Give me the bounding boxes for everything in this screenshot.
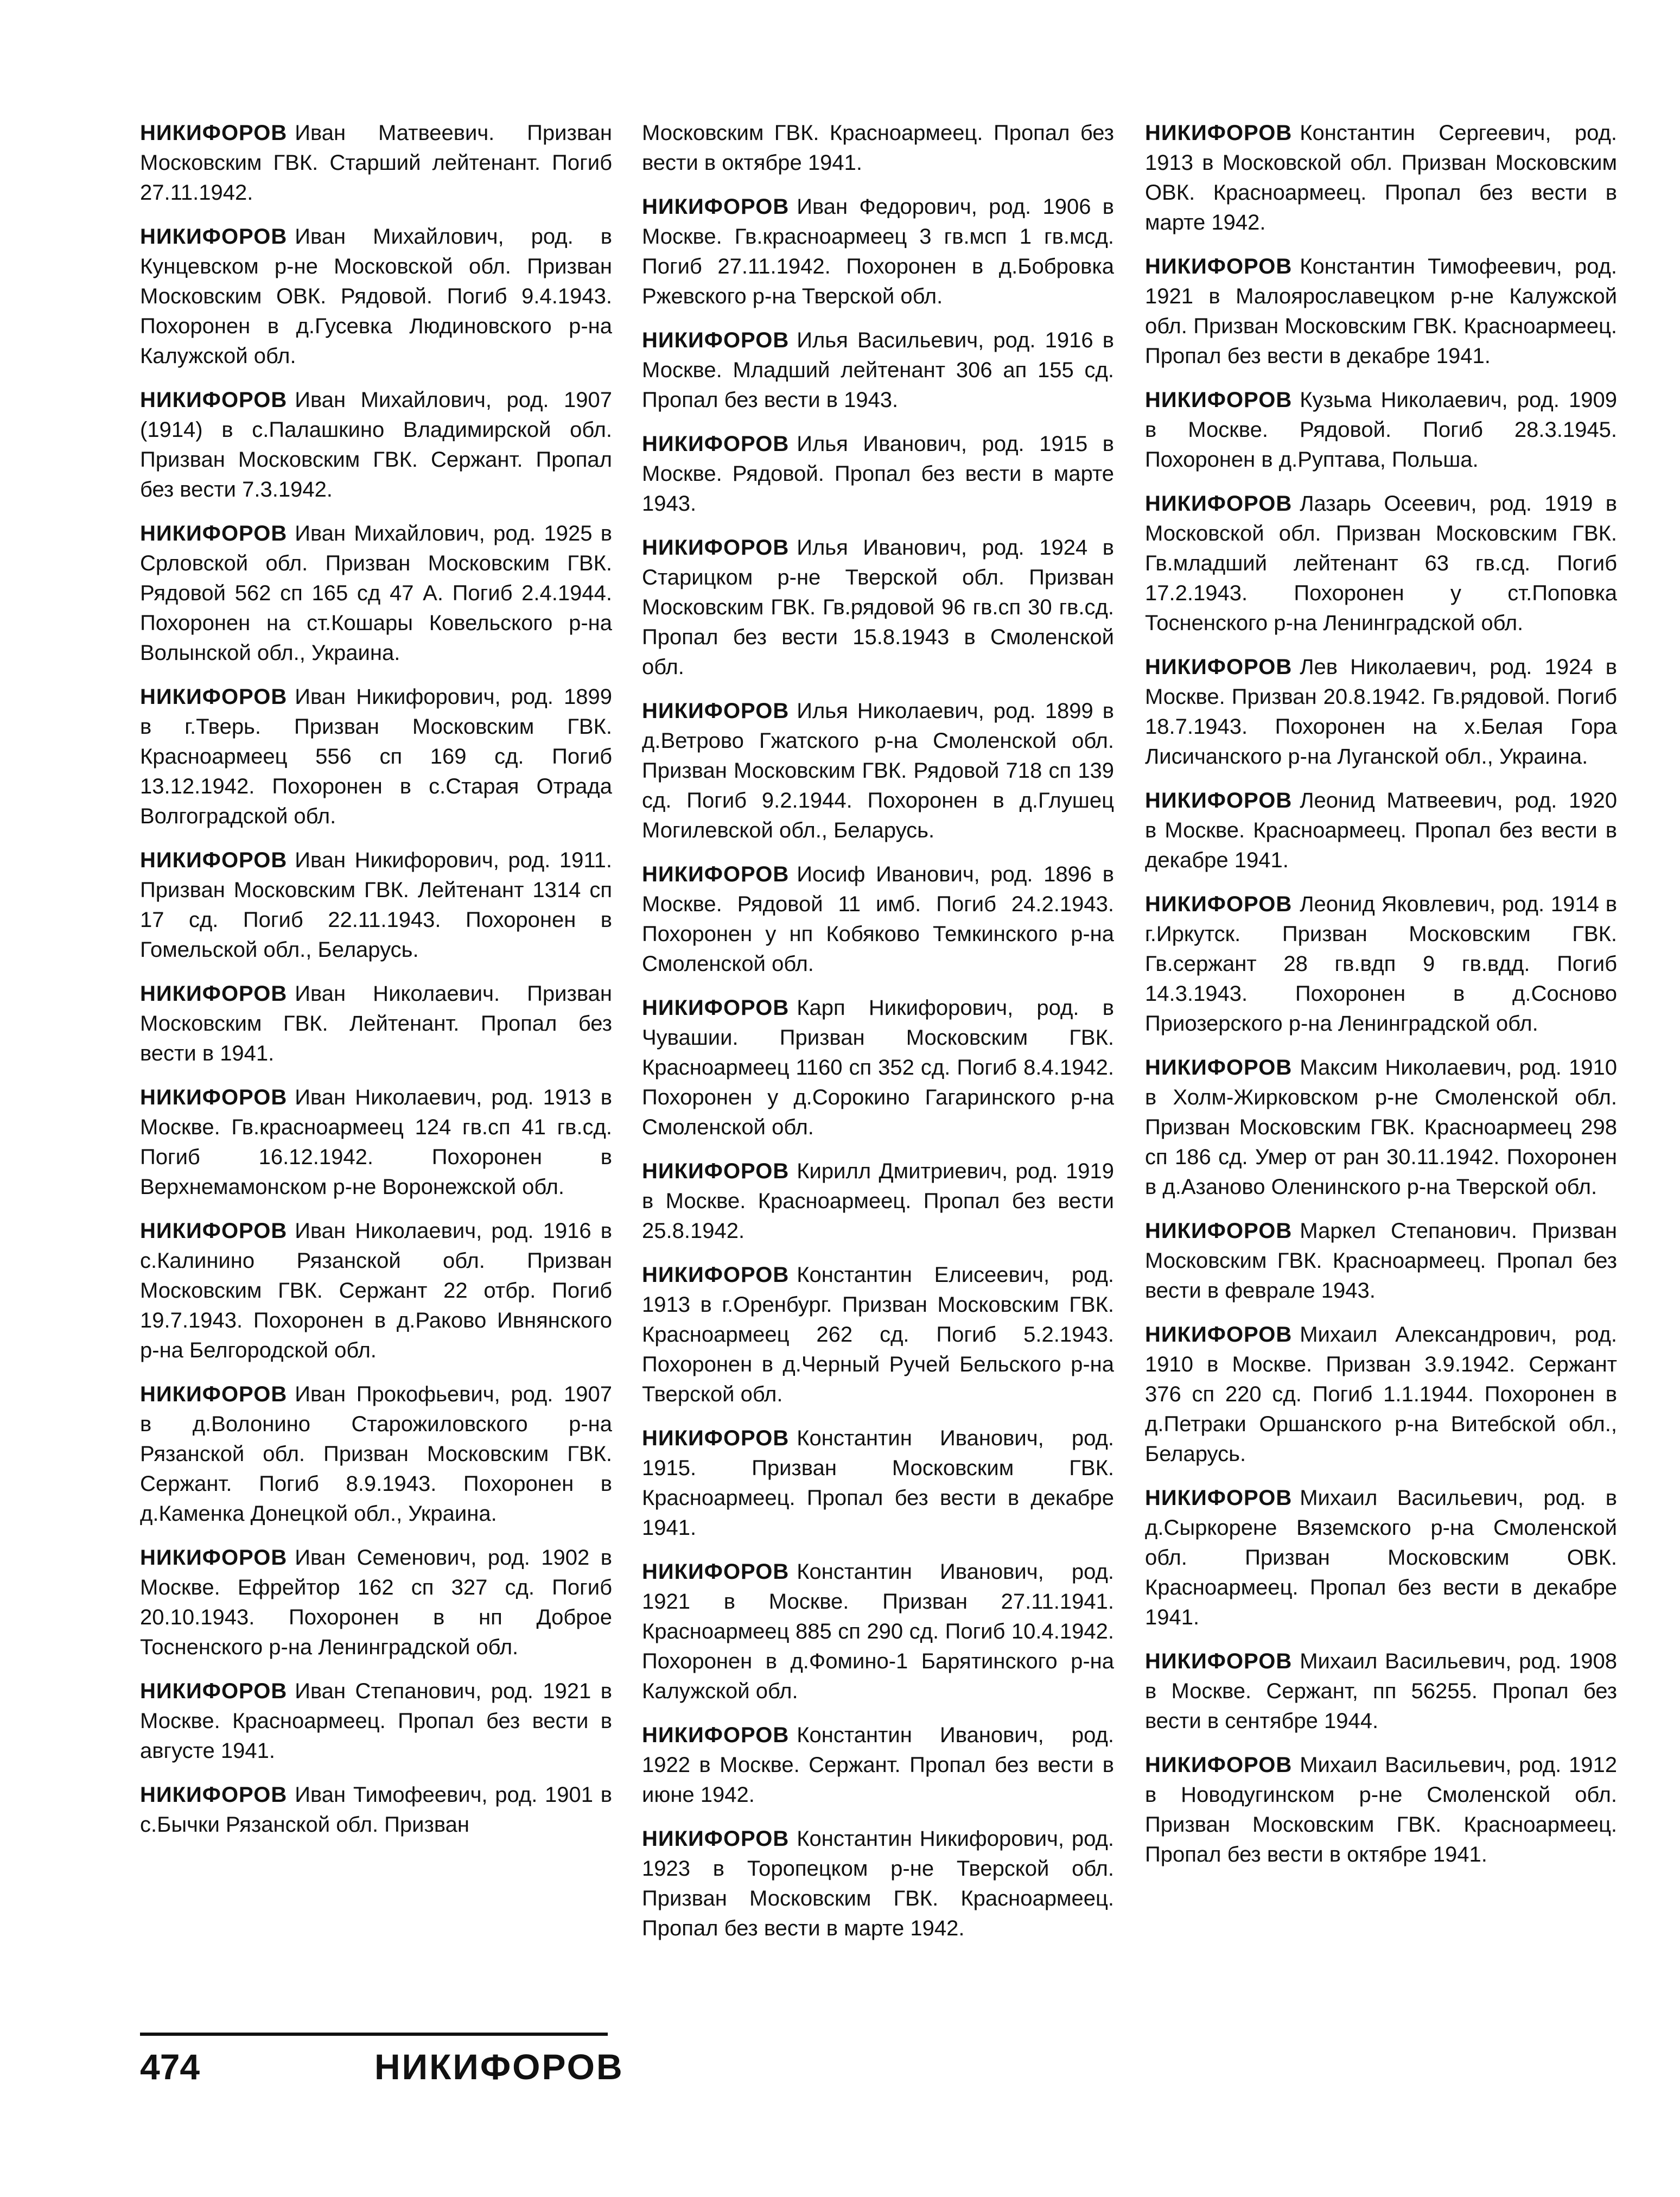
entry <box>140 846 612 965</box>
entry <box>140 118 612 208</box>
entry <box>642 696 1114 846</box>
entry-surname: НИКИФОРОВ <box>140 1783 288 1807</box>
entry <box>1145 118 1617 238</box>
entry <box>140 979 612 1069</box>
entry-text: Константин Елисеевич, род. 1913 в г.Оренбург. Призван Московским ГВК. Красноармеец 262 сд. Погиб 5.2.1943. Похоронен в д.Черный Ручей Бельского р-на Тверской обл. <box>642 1263 1114 1406</box>
entry <box>1145 1053 1617 1202</box>
entry-text: Иван Прокофьевич, род. 1907 в д.Волонино Старожиловского р-на Рязанской обл. Призван Московским ГВК. Сержант. Погиб 8.9.1943. Похоронен в д.Каменка Донецкой обл., Украина. <box>140 1382 612 1526</box>
entry-surname: НИКИФОРОВ <box>140 225 288 249</box>
entry-text: Константин Сергеевич, род. 1913 в Московской обл. Призван Московским ОВК. Красноармеец. Пропал без вести в марте 1942. <box>1145 121 1617 234</box>
entry <box>1145 1483 1617 1633</box>
entry <box>140 222 612 371</box>
page-number: 474 <box>140 2047 200 2087</box>
entry-text: Иван Федорович, род. 1906 в Москве. Гв.красноармеец 3 гв.мсп 1 гв.мсд. Погиб 27.11.1942. Похоронен в д.Бобровка Ржевского р-на Тверской обл. <box>642 195 1114 308</box>
entry-text: Иван Михайлович, род. 1925 в Срловской обл. Призван Московским ГВК. Рядовой 562 сп 165 сд 47 А. Погиб 2.4.1944. Похоронен на ст.Кошары Ковельского р-на Волынской обл., Украина. <box>140 522 612 665</box>
entry-text: Иван Степанович, род. 1921 в Москве. Красноармеец. Пропал без вести в августе 1941. <box>140 1679 612 1763</box>
text-column-1 <box>140 118 612 1854</box>
entry-surname: НИКИФОРОВ <box>642 328 790 352</box>
entry-text: Московским ГВК. Красноармеец. Пропал без вести в октябре 1941. <box>642 121 1114 175</box>
entry <box>140 385 612 505</box>
entry-surname: НИКИФОРОВ <box>642 1159 790 1183</box>
entry <box>1145 1750 1617 1870</box>
entry-surname: НИКИФОРОВ <box>642 1263 790 1287</box>
entry-surname: НИКИФОРОВ <box>1145 655 1293 679</box>
entry-surname: НИКИФОРОВ <box>140 685 288 709</box>
entry-surname: НИКИФОРОВ <box>1145 121 1293 145</box>
entry <box>642 533 1114 682</box>
entry-text: Илья Иванович, род. 1924 в Старицком р-не Тверской обл. Призван Московским ГВК. Гв.рядовой 96 гв.сп 30 гв.сд. Пропал без вести 15.8.1943 в Смоленской обл. <box>642 536 1114 679</box>
entry <box>642 1557 1114 1706</box>
entry <box>1145 786 1617 875</box>
entry-surname: НИКИФОРОВ <box>140 1546 288 1570</box>
entry <box>1145 1216 1617 1306</box>
text-column-2 <box>642 118 1114 1958</box>
entry-text: Кирилл Дмитриевич, род. 1919 в Москве. Красноармеец. Пропал без вести 25.8.1942. <box>642 1159 1114 1243</box>
entry-surname: НИКИФОРОВ <box>1145 492 1293 516</box>
entry-surname: НИКИФОРОВ <box>1145 789 1293 812</box>
entry-surname: НИКИФОРОВ <box>1145 388 1293 412</box>
entry-surname: НИКИФОРОВ <box>642 1560 790 1584</box>
entry-surname: НИКИФОРОВ <box>642 536 790 560</box>
entry-text: Леонид Яковлевич, род. 1914 в г.Иркутск. Призван Московским ГВК. Гв.сержант 28 гв.вдп 9 гв.вдд. Погиб 14.3.1943. Похоронен в д.Сосново Приозерского р-на Ленинградской обл. <box>1145 892 1617 1036</box>
entry <box>642 1424 1114 1543</box>
entry <box>642 1157 1114 1246</box>
entry-surname: НИКИФОРОВ <box>1145 1323 1293 1347</box>
running-head: НИКИФОРОВ <box>374 2047 624 2087</box>
entry-surname: НИКИФОРОВ <box>140 388 288 412</box>
entry-surname: НИКИФОРОВ <box>1145 1753 1293 1777</box>
entry-text: Иван Николаевич, род. 1913 в Москве. Гв.красноармеец 124 гв.сп 41 гв.сд. Погиб 16.12.1942. Похоронен в Верхнемамонском р-не Воронежской обл. <box>140 1085 612 1199</box>
entry <box>140 1677 612 1766</box>
entry-text: Иван Семенович, род. 1902 в Москве. Ефрейтор 162 сп 327 сд. Погиб 20.10.1943. Похоронен в нп Доброе Тосненского р-на Ленинградской обл. <box>140 1546 612 1659</box>
entry-surname: НИКИФОРОВ <box>642 1723 790 1747</box>
entry-text: Кузьма Николаевич, род. 1909 в Москве. Рядовой. Погиб 28.3.1945. Похоронен в д.Руптава, Польша. <box>1145 388 1617 472</box>
entry-surname: НИКИФОРОВ <box>642 699 790 723</box>
entry-surname: НИКИФОРОВ <box>140 121 288 145</box>
entry-surname: НИКИФОРОВ <box>140 1382 288 1406</box>
entry-text: Иван Матвеевич. Призван Московским ГВК. Старший лейтенант. Погиб 27.11.1942. <box>140 121 612 205</box>
entry-text: Карп Никифорович, род. в Чувашии. Призван Московским ГВК. Красноармеец 1160 сп 352 сд. Погиб 8.4.1942. Похоронен у д.Сорокино Гагаринского р-на Смоленской обл. <box>642 996 1114 1139</box>
entry <box>140 682 612 831</box>
entry-text: Иван Николаевич. Призван Московским ГВК. Лейтенант. Пропал без вести в 1941. <box>140 982 612 1065</box>
entry <box>140 519 612 668</box>
entry-text: Иван Никифорович, род. 1899 в г.Тверь. Призван Московским ГВК. Красноармеец 556 сп 169 сд. Погиб 13.12.1942. Похоронен в с.Старая Отрада Волгоградской обл. <box>140 685 612 828</box>
entry <box>1145 489 1617 638</box>
entry-surname: НИКИФОРОВ <box>1145 1486 1293 1510</box>
entry-text: Константин Тимофеевич, род. 1921 в Малоярославецком р-не Калужской обл. Призван Московским ГВК. Красноармеец. Пропал без вести в декабре 1941. <box>1145 255 1617 368</box>
entry <box>1145 252 1617 371</box>
entry-text: Маркел Степанович. Призван Московским ГВК. Красноармеец. Пропал без вести в феврале 1943. <box>1145 1219 1617 1303</box>
entry <box>140 1380 612 1529</box>
entry-text: Леонид Матвеевич, род. 1920 в Москве. Красноармеец. Пропал без вести в декабре 1941. <box>1145 789 1617 872</box>
entry-text: Иван Тимофеевич, род. 1901 в с.Бычки Рязанской обл. Призван <box>140 1783 612 1837</box>
entry-text: Михаил Васильевич, род. в д.Сыркорене Вяземского р-на Смоленской обл. Призван Московским ОВК. Красноармеец. Пропал без вести в декабре 1941. <box>1145 1486 1617 1629</box>
entry <box>140 1543 612 1662</box>
entry-surname: НИКИФОРОВ <box>140 522 288 545</box>
entry-text: Лазарь Осеевич, род. 1919 в Московской обл. Призван Московским ГВК. Гв.младший лейтенант 63 гв.сд. Погиб 17.2.1943. Похоронен у ст.Поповка Тосненского р-на Ленинградской обл. <box>1145 492 1617 635</box>
entry-text: Илья Иванович, род. 1915 в Москве. Рядовой. Пропал без вести в марте 1943. <box>642 432 1114 516</box>
entry-text: Константин Иванович, род. 1921 в Москве. Призван 27.11.1941. Красноармеец 885 сп 290 сд. Погиб 10.4.1942. Похоронен в д.Фомино-1 Барятинского р-на Калужской обл. <box>642 1560 1114 1703</box>
entry <box>642 192 1114 312</box>
entry-surname: НИКИФОРОВ <box>642 432 790 456</box>
entry <box>642 429 1114 519</box>
entry <box>1145 890 1617 1039</box>
entry-text: Лев Николаевич, род. 1924 в Москве. Призван 20.8.1942. Гв.рядовой. Погиб 18.7.1943. Похоронен на х.Белая Гора Лисичанского р-на Луганской обл., Украина. <box>1145 655 1617 769</box>
entry-surname: НИКИФОРОВ <box>140 982 288 1006</box>
entry-text: Илья Николаевич, род. 1899 в д.Ветрово Гжатского р-на Смоленской обл. Призван Московским ГВК. Рядовой 718 сп 139 сд. Погиб 9.2.1944. Похоронен в д.Глушец Могилевской обл., Беларусь. <box>642 699 1114 842</box>
entry <box>1145 652 1617 772</box>
entry-surname: НИКИФОРОВ <box>642 862 790 886</box>
entry-surname: НИКИФОРОВ <box>1145 1056 1293 1080</box>
entry-text: Иван Николаевич, род. 1916 в с.Калинино Рязанской обл. Призван Московским ГВК. Сержант 22 отбр. Погиб 19.7.1943. Похоронен в д.Раково Ивнянского р-на Белгородской обл. <box>140 1219 612 1362</box>
entry <box>642 1720 1114 1810</box>
entry <box>140 1083 612 1202</box>
entry <box>642 326 1114 415</box>
entry-surname: НИКИФОРОВ <box>140 1085 288 1109</box>
entry-text: Константин Иванович, род. 1915. Призван Московским ГВК. Красноармеец. Пропал без вести в декабре 1941. <box>642 1426 1114 1540</box>
entry <box>642 118 1114 178</box>
entry-surname: НИКИФОРОВ <box>1145 1219 1293 1243</box>
footer-rule <box>140 2033 608 2036</box>
entry-text: Иосиф Иванович, род. 1896 в Москве. Рядовой 11 имб. Погиб 24.2.1943. Похоронен у нп Кобяково Темкинского р-на Смоленской обл. <box>642 862 1114 976</box>
entry-surname: НИКИФОРОВ <box>1145 255 1293 278</box>
entry-surname: НИКИФОРОВ <box>642 1827 790 1851</box>
entry-text: Константин Никифорович, род. 1923 в Торопецком р-не Тверской обл. Призван Московским ГВК. Красноармеец. Пропал без вести в марте 1942. <box>642 1827 1114 1940</box>
entry-text: Максим Николаевич, род. 1910 в Холм-Жирковском р-не Смоленской обл. Призван Московским ГВК. Красноармеец 298 сп 186 сд. Умер от ран 30.11.1942. Похоронен в д.Азаново Оленинского р-на Тверской обл. <box>1145 1056 1617 1199</box>
entry-surname: НИКИФОРОВ <box>140 1219 288 1243</box>
entry-text: Илья Васильевич, род. 1916 в Москве. Младший лейтенант 306 ап 155 сд. Пропал без вести в 1943. <box>642 328 1114 412</box>
entry-surname: НИКИФОРОВ <box>642 1426 790 1450</box>
entry-text: Михаил Васильевич, род. 1912 в Новодугинском р-не Смоленской обл. Призван Московским ГВК. Красноармеец. Пропал без вести в октябре 1941. <box>1145 1753 1617 1866</box>
entry <box>140 1780 612 1840</box>
entry-surname: НИКИФОРОВ <box>1145 892 1293 916</box>
entry-surname: НИКИФОРОВ <box>1145 1649 1293 1673</box>
entry-surname: НИКИФОРОВ <box>642 996 790 1020</box>
entry <box>140 1216 612 1366</box>
entry <box>1145 1647 1617 1736</box>
entry-text: Михаил Александрович, род. 1910 в Москве. Призван 3.9.1942. Сержант 376 сп 220 сд. Погиб 1.1.1944. Похоронен в д.Петраки Оршанского р-на Витебской обл., Беларусь. <box>1145 1323 1617 1466</box>
entry <box>642 1824 1114 1944</box>
entry-surname: НИКИФОРОВ <box>140 848 288 872</box>
entry-text: Михаил Васильевич, род. 1908 в Москве. Сержант, пп 56255. Пропал без вести в сентябре 1944. <box>1145 1649 1617 1733</box>
entry-text: Иван Михайлович, род. 1907 (1914) в с.Палашкино Владимирской обл. Призван Московским ГВК. Сержант. Пропал без вести 7.3.1942. <box>140 388 612 501</box>
entry <box>1145 385 1617 475</box>
text-column-3 <box>1145 118 1617 1884</box>
entry <box>642 860 1114 979</box>
entry <box>1145 1320 1617 1469</box>
entry-text: Иван Михайлович, род. в Кунцевском р-не Московской обл. Призван Московским ОВК. Рядовой. Погиб 9.4.1943. Похоронен в д.Гусевка Людиновского р-на Калужской обл. <box>140 225 612 368</box>
entry-text: Константин Иванович, род. 1922 в Москве. Сержант. Пропал без вести в июне 1942. <box>642 1723 1114 1807</box>
entry <box>642 1260 1114 1409</box>
entry-surname: НИКИФОРОВ <box>140 1679 288 1703</box>
entry-text: Иван Никифорович, род. 1911. Призван Московским ГВК. Лейтенант 1314 сп 17 сд. Погиб 22.11.1943. Похоронен в Гомельской обл., Беларусь. <box>140 848 612 962</box>
entry-surname: НИКИФОРОВ <box>642 195 790 219</box>
entry <box>642 993 1114 1142</box>
